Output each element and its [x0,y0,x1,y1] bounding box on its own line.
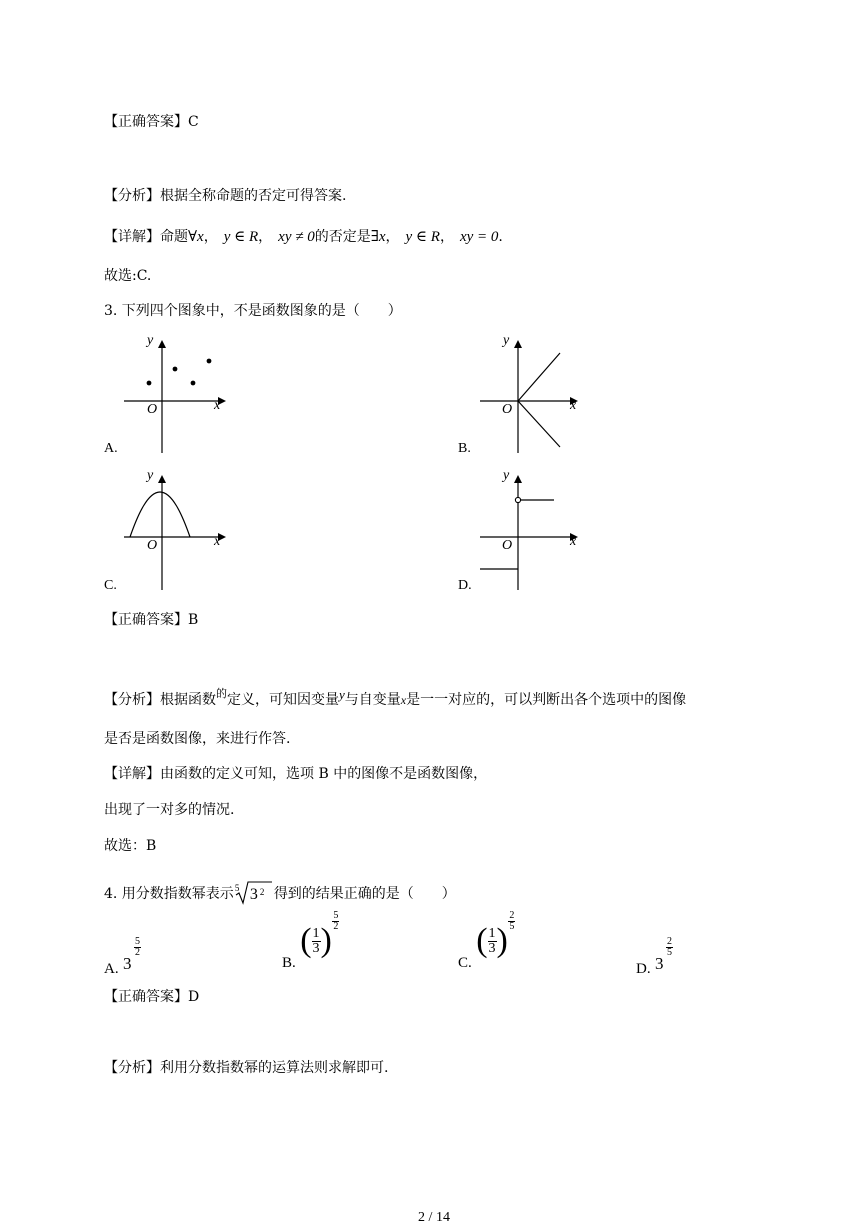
graph-d-y-label: y [503,468,510,483]
open-point [515,497,520,502]
q4-stem: 4. 用分数指数幂表示 5 3 2 得到的结果正确的是（ ） [104,883,456,903]
math-y: y [339,687,345,702]
q2-detail-mid: 的否定是 [314,229,371,245]
point [147,381,152,386]
point [173,367,178,372]
graph-a-origin: O [147,402,158,417]
graph-a-x-label: x [214,398,221,413]
option-a-label: A. [104,441,118,456]
math-y-in-r: y ∈ R [223,229,259,245]
q4-option-b: B. ( $\frac{1}{3}$ ) $\frac{5}{2}$ [282,909,339,971]
q4-option-c: C. ( $\frac{1}{3}$ ) $\frac{2}{5}$ [458,909,515,971]
ray-upper [518,353,560,401]
q3-detail-line1: 【详解】由函数的定义可知，选项 B 中的图像不是函数图像， [104,766,488,782]
math-exists-x: ∃x [370,229,386,245]
graph-c-y-label: y [147,468,154,483]
q3-choice: 故选：B [104,838,157,854]
option-b-label: B. [458,441,471,456]
q3-stem: 3. 下列四个图象中，不是函数图象的是（ ） [104,303,402,319]
q4-option-a: A. 3 $\frac{5}{2}$ [104,935,140,977]
q3-answer: 【正确答案】B [104,612,199,628]
q2-detail: 【详解】命题∀x， y ∈ R， xy ≠ 0的否定是∃x， y ∈ R， xy = 0. [104,229,503,245]
graph-b-origin: O [502,402,513,417]
math-x: x [400,693,407,707]
math-forall-x: ∀x [188,229,204,245]
graph-c-x-label: x [214,534,221,549]
option-d-label: D. [458,578,472,593]
q4-option-d: D. 3 $\frac{2}{5}$ [636,935,672,977]
ray-lower [518,401,560,447]
q4-answer: 【正确答案】D [104,989,200,1005]
point [207,359,212,364]
point [191,381,196,386]
radical-expression: 5 3 2 [234,884,274,904]
graph-c-origin: O [147,538,158,553]
q3-analysis-line2: 是否是函数图像，来进行作答. [104,731,291,747]
graph-b-y-label: y [503,333,510,348]
graph-d [476,470,586,592]
math-y-in-r-2: y ∈ R [405,229,440,245]
graph-d-x-label: x [570,534,577,549]
graph-a-y-label: y [147,333,154,348]
q2-choice: 故选:C. [104,268,152,284]
math-xy-eq-0: xy = 0 [459,229,499,245]
parabola [130,492,190,537]
q2-answer: 【正确答案】C [104,114,199,130]
page-number: 2 / 14 [418,1210,450,1225]
option-c-label: C. [104,578,117,593]
q4-analysis: 【分析】利用分数指数幂的运算法则求解即可. [104,1060,389,1076]
graph-d-origin: O [502,538,513,553]
graph-c [120,470,230,592]
q2-analysis: 【分析】根据全称命题的否定可得答案. [104,188,347,204]
graph-a [120,335,230,455]
graph-b-x-label: x [570,398,577,413]
math-xy-neq-0: xy ≠ 0 [278,229,315,245]
q3-analysis-line1: 【分析】根据函数$^的$定义，可知因变量y与自变量x是一一对应的，可以判断出各个选项中的图像 [104,687,687,708]
q3-detail-line2: 出现了一对多的情况. [104,802,235,818]
graph-b [476,335,586,455]
q2-detail-prefix: 【详解】命题 [104,229,188,245]
